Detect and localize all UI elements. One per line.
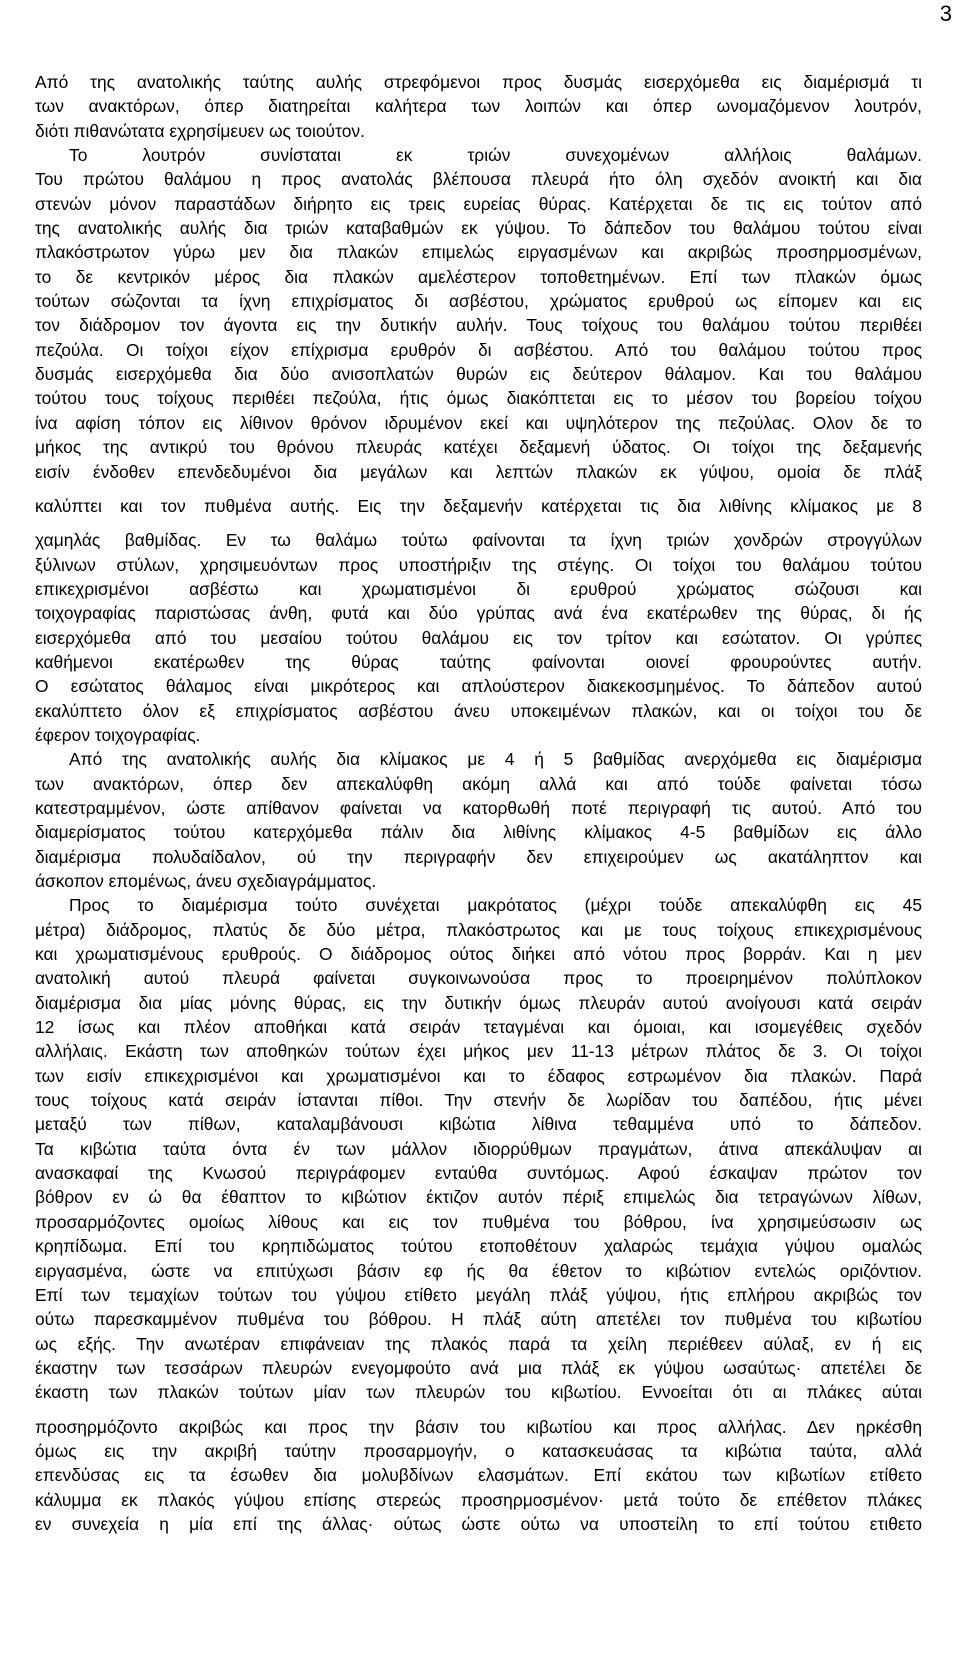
text-line: ίνα αφίση τόπον εις λίθινον θρόνον ιδρυμένον εκεί και υψηλότερον της πεζούλας. Ολον δε το [35,412,922,433]
text-line: τούτων σώζονται τα ίχνη επιχρίσματος δι ασβέστου, χρώματος ερυθρού ως είπομεν και εις [35,291,922,312]
text-line: μήκος της αντικρύ του θρόνου πλευράς κατέχει δεξαμενή ύδατος. Οι τοίχοι της δεξαμενής [35,437,922,458]
text-line: αλλήλαις. Εκάστη των αποθηκών τούτων έχει μήκος μεν 11-13 μέτρων πλάτος δε 3. Οι τοίχοι [35,1041,922,1062]
text-line: Τα κιβώτια ταύτα όντα έν των μάλλον ιδιορρύθμων πραγμάτων, άτινα απεκάλυψαν αι [35,1138,922,1159]
text-line: τούτου τους τοίχους περιθέει πεζούλα, ήτις όμως διακόπτεται εις το μέσον του βορείου τοίχου [35,388,922,409]
text-line: Ο εσώτατος θάλαμος είναι μικρότερος και απλούστερον διακεκοσμημένος. Το δάπεδον αυτού [35,676,922,697]
text-line: όμως εις την ακριβή ταύτην προσαρμογήν, ο κατασκευάσας τα κιβώτια ταύτα, αλλά [35,1440,922,1461]
text-line: Από της ανατολικής αυλής δια κλίμακος με 4 ή 5 βαθμίδας ανερχόμεθα εις διαμέρισμα [69,749,922,770]
text-line: τους τοίχους κατά σειράν ίστανται πίθοι. Την στενήν δε λωρίδαν του δαπέδου, ήτις μένει [35,1090,922,1111]
text-line: κατεστραμμένον, ώστε απίθανον φαίνεται να κατορθωθή ποτέ περιγραφή τις αυτού. Από του [35,797,922,818]
text-line: βόθρον εν ώ θα έθαπτον το κιβώτιον έκτιζον αυτόν πέριξ επιμελώς δια τετραγώνων λίθων, [35,1187,922,1208]
text-line: προσηρμόζοντο ακριβώς και προς την βάσιν του κιβωτίου και προς αλλήλας. Δεν ηρκέσθη [35,1416,922,1437]
text-line: και χρωματισμένους ερυθρούς. Ο διάδρομος ούτος διήκει από νότου προς βορράν. Και η μεν [35,944,922,965]
text-line: εν συνεχεία η μία επί της άλλας· ούτως ώστε ούτω να υποστείλη το επί τούτου ετιθετο [35,1513,922,1534]
text-line: ειργασμένα, ώστε να επιτύχωσι βάσιν εφ ής θα έθετον το κιβώτιον εντελώς οριζόντιον. [35,1260,922,1281]
text-line: προσαρμόζοντες ομοίως λίθους και εις τον πυθμένα του βόθρου, ίνα χρησιμεύσωσιν ως [35,1211,922,1232]
text-line: πλακόστρωτον γύρω μεν δια πλακών επιμελώς ειργασμένων και ακριβώς προσηρμοσμένων, [35,242,922,263]
text-line: μέτρα) διάδρομος, πλατύς δε δύο μέτρα, πλακόστρωτος και με τους τοίχους επικεχρισμένους [35,919,922,940]
text-line: καθήμενοι εκατέρωθεν της θύρας ταύτης φαίνονται οιονεί φρουρούντες αυτήν. [35,651,922,672]
text-line: τον διάδρομον τον άγοντα εις την δυτικήν αυλήν. Τους τοίχους του θαλάμου τούτου περιθέει [35,315,922,336]
text-line: μεταξύ των πίθων, καταλαμβάνουσι κιβώτια λίθινα τεθαμμένα υπό το δάπεδον. [35,1114,922,1135]
text-line: πεζούλα. Οι τοίχοι είχον επίχρισμα ερυθρόν δι ασβέστου. Από του θαλάμου τούτου προς [35,339,922,360]
text-line: των εισίν επικεχρισμένοι και χρωματισμένοι και το έδαφος εστρωμένον δια πλακών. Παρά [35,1065,922,1086]
text-line: εισερχόμεθα από του μεσαίου τούτου θαλάμου εις τον τρίτον και εσώτατον. Οι γρύπες [35,627,922,648]
text-line: έκαστη των πλακών τούτων μίαν των πλευρών του κιβωτίου. Εννοείται ότι αι πλάκες αύται [35,1382,922,1403]
text-line: χαμηλάς βαθμίδας. Εν τω θαλάμω τούτω φαίνονται τα ίχνη τριών χονδρών στρογγύλων [35,530,922,551]
text-line: δυσμάς εισερχόμεθα δια δύο ανισοπλατών θυρών εις δεύτερον θάλαμον. Και του θαλάμου [35,364,922,385]
text-line: ούτω παρεσκαμμένον πυθμένα του βόθρου. Η πλάξ αύτη απετέλει τον πυθμένα του κιβωτίου [35,1309,922,1330]
text-line: διαμέρισμα πολυδαίδαλον, ού την περιγραφήν δεν επιχειρούμεν ως ακατάληπτον και [35,846,922,867]
text-line: των ανακτόρων, όπερ διατηρείται καλήτερα των λοιπών και όπερ ωνομαζόμενον λουτρόν, [35,96,922,117]
text-line: της ανατολικής αυλής δια τριών καταβαθμών εκ γύψου. Το δάπεδον του θαλάμου τούτου είναι [35,218,922,239]
text-line: επικεχρισμένοι ασβέστω και χρωματισμένοι δι ερυθρού χρώματος σώζουσι και [35,578,922,599]
text-line: άσκοπον επομένως, άνευ σχεδιαγράμματος. [35,871,377,891]
text-line: διότι πιθανώτατα εχρησίμευεν ως τοιούτον. [35,120,365,141]
text-line: ανατολική αυτού πλευρά φαίνεται συγκοινωνούσα προς το προειρημένον πολύπλοκον [35,968,922,989]
text-line: έκαστην των τεσσάρων πλευρών ενεγομφούτο ανά μια πλάξ εκ γύψου ωσαύτως· απετέλει δε [35,1357,922,1378]
page-number: 3 [939,1,952,26]
text-line: Το λουτρόν συνίσταται εκ τριών συνεχομένων αλλήλοις θαλάμων. [69,145,922,166]
text-line: ως εξής. Την ανωτέραν επιφάνειαν της πλακός παρά τα χείλη περιέθεεν αύλαξ, εν ή εις [35,1333,922,1354]
text-line: διαμέρισμα δια μίας μόνης θύρας, εις την δυτικήν όμως πλευράν αυτού ανοίγουσι κατά σειράν [35,992,922,1013]
text-line: καλύπτει και τον πυθμένα αυτής. Εις την δεξαμενήν κατέρχεται τις δια λιθίνης κλίμακος με 8 [35,495,922,516]
text-line: κάλυμμα εκ πλακός γύψου επίσης στερεώς προσηρμοσμένον· μετά τούτο δε επέθετον πλάκες [35,1489,922,1510]
text-line: Του πρώτου θαλάμου η προς ανατολάς βλέπουσα πλευρά ήτο όλη σχεδόν ανοικτή και δια [35,169,922,190]
text-line: στενών μόνον παραστάδων διήρητο εις τρεις ευρείας θύρας. Κατέρχεται δε τις εις τούτον από [35,193,922,214]
text-line: διαμερίσματος τούτου κατερχόμεθα πάλιν δια λιθίνης κλίμακος 4-5 βαθμίδων εις άλλο [35,822,922,843]
text-line: των ανακτόρων, όπερ δεν απεκαλύφθη ακόμη αλλά και από τούδε φαίνεται τόσω [35,773,922,794]
text-line: έφερον τοιχογραφίας. [35,724,201,745]
text-line: κρηπίδωμα. Επί του κρηπιδώματος τούτου ετοποθέτουν χαλαρώς τεμάχια γύψου ομαλώς [35,1236,922,1257]
text-line: ανασκαφαί της Κνωσού περιγράφομεν ενταύθα συντόμως. Αφού έσκαψαν πρώτον τον [35,1163,922,1184]
text-line: το δε κεντρικόν μέρος δια πλακών αμελέστερον τοποθετημένων. Επί των πλακών όμως [35,266,922,287]
text-line: εκαλύπτετο όλον εξ επιχρίσματος ασβέστου άνευ υποκειμένων πλακών, και οι τοίχοι του δε [35,700,922,721]
text-line: Επί των τεμαχίων τούτων του γύψου ετίθετο μεγάλη πλάξ γύψου, ήτις επλήρου ακριβώς τον [35,1284,922,1305]
text-line: επενδύσας εις τα έσωθεν δια μολυβδίνων ελασμάτων. Επί εκάτου των κιβωτίων ετίθετο [35,1465,922,1486]
text-line: εισίν ένδοθεν επενδεδυμένοι δια μεγάλων και λεπτών πλακών εκ γύψου, ομοία δε πλάξ [35,461,922,482]
text-line: Προς το διαμέρισμα τούτο συνέχεται μακρότατος (μέχρι τούδε απεκαλύφθη εις 45 [69,895,922,916]
text-line: τοιχογραφίας παριστώσας άνθη, φυτά και δύο γρύπας ανά ένα εκατέρωθεν της θύρας, δι ής [35,603,922,624]
text-line: 12 ίσως και πλέον αποθήκαι κατά σειράν τεταγμέναι και όμοιαι, και ισομεγέθεις σχεδόν [35,1017,922,1038]
text-line: ξύλινων στύλων, χρησιμευόντων προς υποστήριξιν της στέγης. Οι τοίχοι του θαλάμου τούτου [35,554,922,575]
text-line: Από της ανατολικής ταύτης αυλής στρεφόμενοι προς δυσμάς εισερχόμεθα εις διαμέρισμά τι [35,72,922,92]
document-body [35,70,922,1536]
